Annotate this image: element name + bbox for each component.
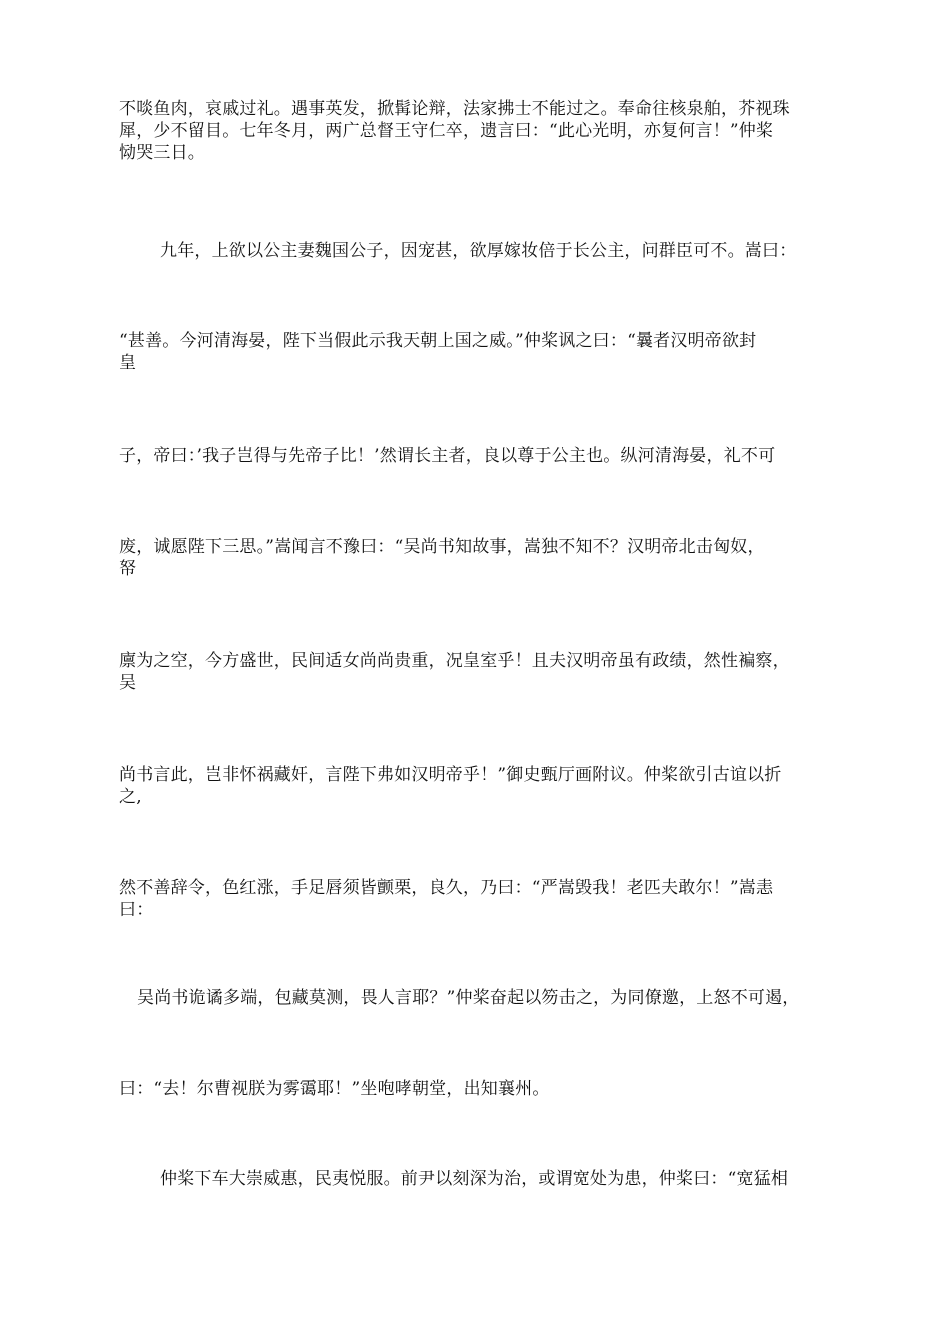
text-line: 曰： <box>119 900 154 920</box>
text-line: 之, <box>119 787 142 807</box>
text-line: 恸哭三日。 <box>119 143 205 163</box>
text-line: 吴尚书诡谲多端，包藏莫测，畏人言耶？”仲桨奋起以笏击之，为同僚邀，上怒不可遏， <box>137 988 800 1008</box>
paragraph-start-line: 九年，上欲以公主妻魏国公子，因宠甚，欲厚嫁妆倍于长公主，问群臣可不。嵩曰： <box>160 241 797 261</box>
text-line: 尚书言此，岂非怀祸藏奸，言陛下弗如汉明帝乎！”御史甄厅画附议。仲桨欲引古谊以折 <box>119 765 782 785</box>
text-line: 犀，少不留目。七年冬月，两广总督王守仁卒，遗言曰：“此心光明，亦复何言！”仲桨 <box>119 121 774 141</box>
text-line: “甚善。今河清海晏，陛下当假此示我天朝上国之威。”仲桨讽之曰：“曩者汉明帝欲封 <box>119 331 757 351</box>
text-line: 廪为之空，今方盛世，民间适女尚尚贵重，况皇室乎！且夫汉明帝虽有政绩，然性褊察， <box>119 651 790 671</box>
text-line: 子，帝曰：’我子岂得与先帝子比！’然谓长主者，良以尊于公主也。纵河清海晏，礼不可 <box>119 446 776 466</box>
text-line: 不啖鱼肉，哀戚过礼。遇事英发，掀髯论辩，法家拂士不能过之。奉命往核泉舶，芥视珠 <box>119 99 790 119</box>
text-line: 然不善辞令，色红涨，手足唇须皆颤栗，良久，乃曰：“严嵩毁我！老匹夫敢尔！”嵩恚 <box>119 878 774 898</box>
text-line: 废，诚愿陛下三思。”嵩闻言不豫曰：“吴尚书知故事，嵩独不知不？汉明帝北击匈奴， <box>119 537 765 557</box>
text-line: 曰：“去！尔曹视朕为雾霭耶！”坐咆哮朝堂，出知襄州。 <box>119 1079 550 1099</box>
text-line: 吴 <box>119 673 137 693</box>
text-line: 皇 <box>119 353 137 373</box>
paragraph-start-line: 仲桨下车大崇威惠，民夷悦服。前尹以刻深为治，或谓宽处为患，仲桨曰：“宽猛相 <box>160 1169 789 1189</box>
text-line: 帑 <box>119 559 137 579</box>
